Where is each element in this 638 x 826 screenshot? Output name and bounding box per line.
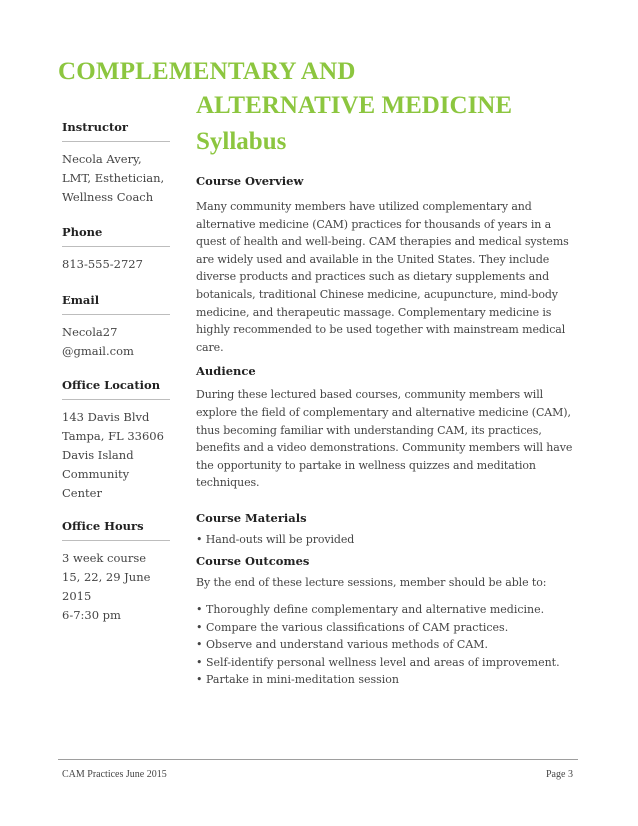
divider — [62, 141, 170, 142]
footer-divider — [58, 759, 578, 760]
course-overview-text: Many community members have utilized complementary and alternative medicine (CAM) practices for thousands of years in a quest of health and well-being. CAM therapies and medical systems are widely used and available in the United States. They include diverse products and practices such as dietary supplements and botanicals, traditional Chinese medicine, acupuncture, mind-body medicine, and therapeutic massage. Complementary medicine is highly recommended to be used together with mainstream medical care. — [196, 200, 569, 354]
divider — [62, 540, 170, 541]
divider — [62, 246, 170, 247]
email-section — [62, 291, 180, 361]
course-outcomes-intro: By the end of these lecture sessions, member should be able to: — [196, 575, 547, 589]
footer-title: CAM Practices June 2015 — [62, 769, 167, 780]
divider — [62, 399, 170, 400]
course-outcomes-heading: Course Outcomes — [196, 553, 310, 568]
list-item: • Observe and understand various methods of CAM. — [196, 638, 489, 652]
office-hours-label: Office Hours — [62, 519, 144, 533]
list-item: • Self-identify personal wellness level and areas of improvement. — [196, 655, 560, 669]
sidebar — [62, 118, 180, 625]
divider — [62, 314, 170, 315]
course-overview-heading: Course Overview — [196, 174, 304, 188]
course-materials-heading: Course Materials — [196, 510, 307, 525]
instructor-section — [62, 118, 180, 207]
office-location-section — [62, 376, 180, 503]
instructor-value: Necola Avery, LMT, Esthetician, Wellness Coach — [62, 152, 165, 204]
office-hours-section — [62, 517, 180, 625]
list-item: • Partake in mini-meditation session — [196, 673, 400, 687]
page-number: Page 3 — [546, 769, 573, 780]
phone-value: 813-555-2727 — [62, 257, 143, 271]
audience-text: During these lectured based courses, community members will explore the field of complementary and alternative medicine (CAM), thus becoming familiar with understanding CAM, its practices, benefits and a video demonstrations. Community members will have the opportunity to partake in wellness quizzes and meditation techniques. — [196, 388, 573, 490]
list-item: • Thoroughly define complementary and alternative medicine. — [196, 603, 545, 617]
document-title-line-2: ALTERNATIVE MEDICINE — [196, 92, 513, 119]
document-title-line-1: COMPLEMENTARY AND — [58, 58, 356, 85]
main-content — [196, 172, 578, 689]
office-hours-value: 3 week course 15, 22, 29 June 2015 6-7:30 pm — [62, 551, 151, 622]
course-materials-item: • Hand-outs will be provided — [196, 532, 355, 546]
course-outcomes-list — [196, 601, 578, 689]
audience-heading: Audience — [196, 364, 256, 379]
phone-section — [62, 223, 180, 274]
document-subtitle: Syllabus — [196, 128, 287, 155]
list-item: • Compare the various classifications of CAM practices. — [196, 620, 509, 634]
office-location-value: 143 Davis Blvd Tampa, FL 33606 Davis Island Community Center — [62, 410, 164, 500]
office-location-label: Office Location — [62, 378, 161, 392]
email-label: Email — [62, 293, 100, 307]
instructor-label: Instructor — [62, 120, 128, 134]
email-value: Necola27 @gmail.com — [62, 325, 134, 358]
phone-label: Phone — [62, 225, 103, 239]
